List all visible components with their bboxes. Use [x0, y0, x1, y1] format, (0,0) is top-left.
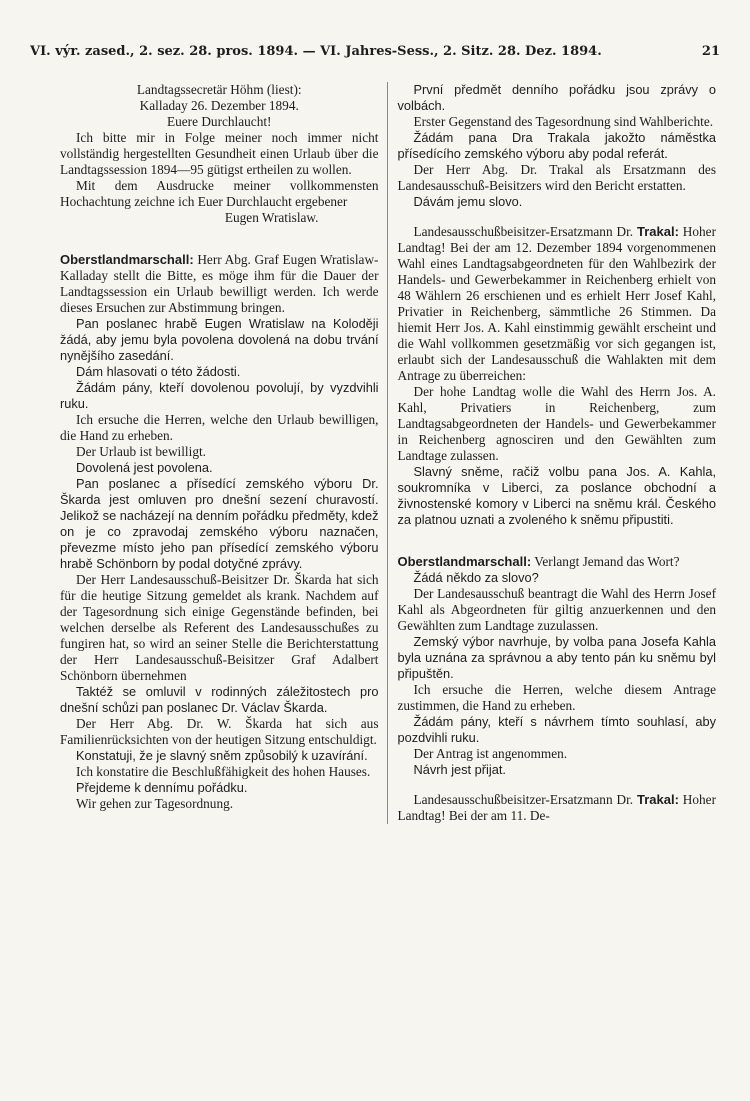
- paragraph: Žádám pana Dra Trakala jakožto náměstka přísedícího zemského výboru aby podal referát.: [397, 130, 716, 161]
- paragraph: Ich bitte mir in Folge meiner noch immer nicht vollständig hergestellten Gesundheit einen Urlaub über die Landtagssession 1894—95 gütigst ertheilen zu wollen.: [60, 130, 379, 177]
- paragraph: Der Antrag ist angenommen.: [413, 746, 568, 761]
- paragraph: Zemský výbor navrhuje, by volba pana Josefa Kahla byla uznána za správnou a aby tento pán ku sněmu byl připuštěn.: [397, 634, 716, 681]
- speaker-name: Oberstlandmarschall:: [397, 554, 532, 569]
- paragraph: Ich konstatire die Beschlußfähigkeit des hohen Hauses.: [76, 764, 371, 779]
- text-columns: [60, 82, 716, 824]
- paragraph: Taktéž se omluvil v rodinných záležitostech pro dnešní schůzi pan poslanec Dr. Václav Škarda.: [60, 684, 379, 715]
- paragraph: Žádám pány, kteří s návrhem tímto souhlasí, aby pozdvihli ruku.: [397, 714, 716, 745]
- paragraph: Kalladay 26. Dezember 1894.: [139, 98, 299, 113]
- paragraph-text: Herr Abg. Graf Eugen Wratislaw-Kalladay stellt die Bitte, es möge ihm für die Dauer der Landtagssession ein Urlaub bewilligt werden. Ich werde dieses Ersuchen zur Abstimmung bringen.: [60, 252, 379, 315]
- speaker-name: Oberstlandmarschall:: [60, 252, 194, 267]
- page-number: 21: [701, 44, 720, 59]
- paragraph: [398, 554, 717, 570]
- speaker-lead: Landesausschußbeisitzer-Ersatzmann Dr.: [413, 224, 634, 239]
- paragraph: [398, 224, 717, 384]
- paragraph: Der Urlaub ist bewilligt.: [76, 444, 206, 459]
- paragraph-text: Hoher Landtag! Bei der am 12. Dezember 1894 vorgenommenen Wahl eines Landtagsabgeordneten für den Wahlbezirk der Handels- und Gewerbekammer in Reichenberg erhielt von 48 Wählern 26 erschienen und es erhielt Herr Josef Kahl, Privatier in Reichenberg, sämmtliche 26 Stimmen. Da hiemit Herr Jos. A. Kahl einstimmig gewählt erscheint und die Wahl vollkommen gesetzmäßig vor sich gegangen ist, erlaubt sich der Landesausschuß die Wahlakten mit dem Antrage zu überreichen:: [397, 224, 717, 383]
- page-header: [30, 44, 720, 59]
- paragraph: Mit dem Ausdrucke meiner vollkommensten Hochachtung zeichne ich Euer Durchlaucht ergebener: [60, 178, 379, 209]
- paragraph: Der Herr Abg. Dr. W. Škarda hat sich aus Familienrücksichten von der heutigen Sitzung entschuldigt.: [60, 716, 379, 747]
- running-head: VI. výr. zased., 2. sez. 28. pros. 1894. — VI. Jahres-Sess., 2. Sitz. 28. Dez. 1894.: [30, 44, 602, 59]
- paragraph: Žádám pány, kteří dovolenou povolují, by vyzdvihli ruku.: [60, 380, 379, 411]
- speaker-name: Trakal:: [636, 224, 679, 239]
- paragraph: Pan poslanec a přísedící zemského výboru Dr. Škarda jest omluven pro dnešní sezení churavostí. Jelikož se nacházejí na denním pořádku předměty, kdež on je co zpravodaj zemského výboru naznačen, převezme místo jeho pan přísedící zemského výboru hrabě Schönborn by podal dotyčné zprávy.: [60, 476, 379, 571]
- speaker-name: Trakal:: [636, 792, 679, 807]
- paragraph: Euere Durchlaucht!: [167, 114, 272, 129]
- paragraph: [398, 792, 717, 824]
- paragraph: Dovolená jest povolena.: [76, 460, 213, 475]
- paragraph: Přejdeme k dennímu pořádku.: [76, 780, 248, 795]
- speaker-lead: Landesausschußbeisitzer-Ersatzmann Dr.: [413, 792, 634, 807]
- paragraph: Konstatuji, že je slavný sněm způsobilý k uzavírání.: [76, 748, 368, 763]
- paragraph: [60, 252, 379, 316]
- paragraph: Ich ersuche die Herren, welche den Urlaub bewilligen, die Hand zu erheben.: [60, 412, 379, 443]
- paragraph-text: Verlangt Jemand das Wort?: [531, 554, 680, 569]
- paragraph: Wir gehen zur Tagesordnung.: [76, 796, 234, 811]
- paragraph: Der Herr Landesausschuß-Beisitzer Dr. Škarda hat sich für die heutige Sitzung gemeldet als krank. Nachdem auf der Tagesordnung sich einige Gegenstände befinden, bei welchen derselbe als Referent des Landesausschußes zu fungiren hat, so wird an seiner Stelle die Berichterstattung der Herr Landesausschuß-Beisitzer Graf Adalbert Schönborn übernehmen: [60, 572, 379, 683]
- left-column: [60, 82, 388, 824]
- paragraph: Žádá někdo za slovo?: [413, 570, 539, 585]
- paragraph: Návrh jest přijat.: [413, 762, 506, 777]
- paragraph: Der Herr Abg. Dr. Trakal als Ersatzmann des Landesausschuß-Beisitzers wird den Bericht erstatten.: [397, 162, 716, 193]
- paragraph: Dám hlasovati o této žádosti.: [76, 364, 241, 379]
- paragraph: Der hohe Landtag wolle die Wahl des Herrn Jos. A. Kahl, Privatiers in Reichenberg, zum Landtagsabgeordneten der Handels- und Gewerbekammer in Reichenberg agnosciren und den Gewählten zum Landtage zulassen.: [397, 384, 716, 463]
- paragraph: Erster Gegenstand des Tagesordnung sind Wahlberichte.: [413, 114, 714, 129]
- paragraph: Ich ersuche die Herren, welche diesem Antrage zustimmen, die Hand zu erheben.: [397, 682, 716, 713]
- paragraph: Dávám jemu slovo.: [413, 194, 523, 209]
- paragraph-text: Hoher Landtag! Bei der am 11. De-: [397, 792, 717, 823]
- paragraph: Pan poslanec hrabě Eugen Wratislaw na Koloději žádá, aby jemu byla povolena dovolená na dobu trvání nynějšího zasedání.: [60, 316, 379, 363]
- paragraph: První předmět denního pořádku jsou zprávy o volbách.: [397, 82, 716, 113]
- right-column: [388, 82, 717, 824]
- paragraph: Landtagssecretär Höhm (liest):: [136, 82, 302, 97]
- signature: Eugen Wratislaw.: [224, 210, 319, 225]
- paragraph: Slavný sněme, račiž volbu pana Jos. A. Kahla, soukromníka v Liberci, za poslance obchodní a živnostenské komory v Liberci na sněmu král. Českého za platnou uznati a zvoleného k sněmu připustiti.: [397, 464, 716, 527]
- paragraph: Der Landesausschuß beantragt die Wahl des Herrn Josef Kahl als Abgeordneten für giltig anzuerkennen und den Gewählten zum Landtage zuzulassen.: [397, 586, 716, 633]
